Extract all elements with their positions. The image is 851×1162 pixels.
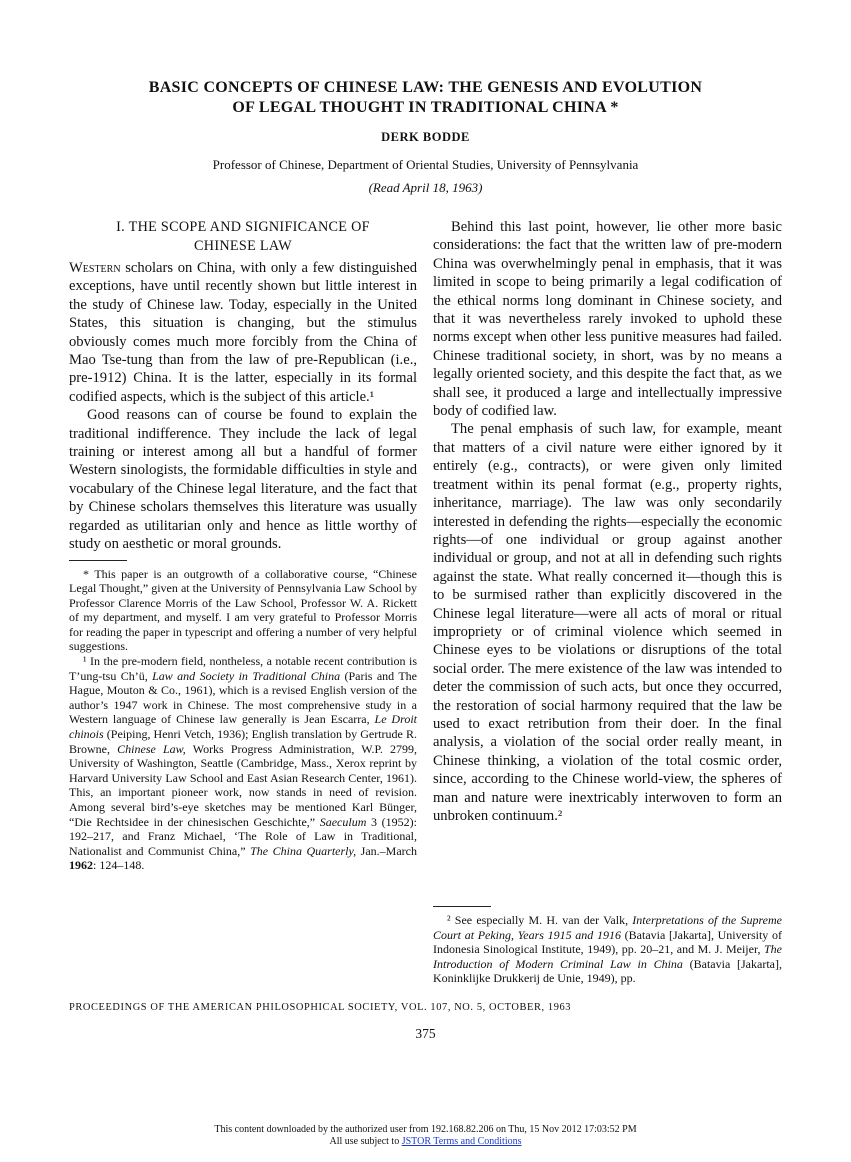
read-date: (Read April 18, 1963) <box>368 180 483 195</box>
right-paragraph-2: The penal emphasis of such law, for example, meant that matters of a civil nature were either ignored by it entirely (e.g., contracts), or were given only limited treatment within its penal format (e.g., property rights, inheritance, marriage). The law was only secondarily interested in defending the rights—especially the economic rights—of one individual or group against another individual or group, and not at all in defending such rights against the state. What really concerned it—though this is to be surmised rather than explicitly discovered in the Chinese legal literature—were all acts of moral or ritual impropriety or of criminal violence which seemed in Chinese eyes to be violations or disruptions of the total social order. The mere existence of the law was intended to deter the commission of such acts, but once they occurred, the restoration of social harmony required that the law be used to exact retribution from their doer. In the final analysis, a violation of the social order really meant, in Chinese thinking, a violation of the total cosmic order, since, according to the Chinese world-view, the spheres of man and nature were inextricably interwoven to form an unbroken continuum.² <box>433 421 782 824</box>
right-column <box>433 218 782 825</box>
left-paragraph-2: Good reasons can of course be found to explain the traditional indifference. They include the lack of legal training or interest among all but a handful of former Western sinologists, the formidable difficulties in style and vocabulary of the Chinese legal literature, and the fact that by Chinese scholars themselves this literature was usually regarded as utilitarian only and hence as little worthy of study on aesthetic or moral grounds. <box>69 407 417 553</box>
fn2-text-b: (Batavia [Jakarta], University of Indonesia Sinological Institute, 1949), pp. 20–21, and M. J. Meijer, <box>433 927 782 957</box>
title-line-2: OF LEGAL THOUGHT IN TRADITIONAL CHINA * <box>232 99 619 116</box>
right-footnotes <box>433 906 782 986</box>
fn1-text-g: : 124–148. <box>93 858 145 873</box>
fn1-text-c: (Peiping, Henri Vetch, 1936); English translation by Gertrude R. Browne, <box>69 727 417 756</box>
fn1-text-e: 3 (1952): 192–217, and Franz Michael, ‘The Role of Law in Traditional, Nationalist and Communist China,” <box>69 814 417 858</box>
left-paragraph-1 <box>69 259 417 406</box>
download-line-2 <box>0 1136 851 1148</box>
section-heading-line-1: I. THE SCOPE AND SIGNIFICANCE OF <box>116 219 370 235</box>
proceedings-line <box>69 1002 782 1013</box>
fn2-text-a: ² See especially M. H. van der Valk, <box>447 913 633 927</box>
proc-number: 5 <box>476 1002 483 1013</box>
fn2-title-1: Interpretations of the Supreme Court at Peking, Years 1915 and 1916 <box>433 913 782 942</box>
proc-year: 1963 <box>547 1002 572 1013</box>
left-paragraph-1-text: scholars on China, with only a few distinguished exceptions, have until recently shown but little interest in the study of Chinese law. Today, especially in the United States, this situation is changing, but the stimulus obviously comes much more forcibly from the China of Mao Tse-tung than from the law of pre-Republican (i.e., pre-1912) China. It is the latter, especially in its formal codified aspects, which is the subject of this article.¹ <box>69 260 417 405</box>
fn1-title-4: Saeculum <box>319 814 367 829</box>
proc-text-a: PROCEEDINGS OF THE AMERICAN PHILOSOPHICAL SOCIETY, VOL. <box>69 1002 431 1013</box>
footnote-2 <box>433 913 782 986</box>
fn1-text-b: (Paris and The Hague, Mouton & Co., 1961), which is a revised English version of the author’s 1947 work in Chinese. The most comprehensive study in a Western language of Chinese law generally is Jean Escarra, <box>69 668 418 727</box>
right-paragraph-1: Behind this last point, however, lie other more basic considerations: the fact that the written law of pre-modern China was overwhelmingly penal in emphasis, that it was limited in scope to being primarily a legal codification of the ethical norms long dominant in Chinese society, and that it was nevertheless rarely invoked to uphold these norms except when other less punitive measures had failed. Chinese traditional society, in short, was by no means a legally oriented society, and this despite the fact that, as we shall see, it produced a large and intellectually impressive body of codified law. <box>433 219 782 420</box>
fn2-text-c: (Batavia [Jakarta], Koninklijke Drukkerij de Unie, 1949), pp. <box>433 956 782 986</box>
jstor-terms-link[interactable]: JSTOR Terms and Conditions <box>401 1136 522 1147</box>
proc-text-c: , OCTOBER, <box>482 1002 548 1013</box>
left-column <box>69 218 417 873</box>
left-body <box>69 259 417 554</box>
section-heading-line-2: CHINESE LAW <box>194 238 292 254</box>
proc-volume: 107 <box>430 1002 448 1013</box>
download-line-2-prefix: All use subject to <box>329 1136 402 1147</box>
fn1-title-1: Law and Society in Traditional China <box>152 668 341 683</box>
lead-word: Western <box>69 260 121 276</box>
fn1-year: 1962 <box>69 858 93 873</box>
article-title <box>0 78 851 118</box>
page-number: 375 <box>415 1026 436 1041</box>
fn1-title-5: The China Quarterly, <box>250 843 357 858</box>
right-footnote-rule <box>433 906 491 907</box>
footnote-star: * This paper is an outgrowth of a collaborative course, “Chinese Legal Thought,” given at the University of Pennsylvania Law School by Professor Clarence Morris of the Law School, Professor W. A. Rickett of my department, and myself. I am very grateful to Professor Morris for reading the paper in typescript and offering a number of very helpful suggestions. <box>69 566 417 654</box>
author-affiliation: Professor of Chinese, Department of Oriental Studies, University of Pennsylvania <box>212 157 639 172</box>
download-line-1: This content downloaded by the authorized user from 192.168.82.206 on Thu, 15 Nov 2012 17:03:52 PM <box>214 1124 637 1135</box>
proc-text-b: , NO. <box>447 1002 477 1013</box>
fn1-text-d: Works Progress Administration, W.P. 2799, University of Washington, Seattle (Cambridge, Mass., Xerox reprint by Harvard University Law School and East Asian Research Center, 1961). This, an important pioneer work, now stands in need of revision. Among several bird’s-eye sketches may be mentioned Karl Bünger, “Die Rechtsidee in der chinesischen Geschichte,” <box>69 741 418 829</box>
section-heading <box>69 218 417 256</box>
fn1-title-3: Chinese Law, <box>117 741 186 756</box>
footnote-1 <box>69 654 417 873</box>
fn1-title-2: Le Droit chinois <box>69 712 417 742</box>
title-line-1: BASIC CONCEPTS OF CHINESE LAW: THE GENESIS AND EVOLUTION <box>148 79 703 96</box>
left-footnotes <box>69 567 417 873</box>
fn2-title-2: The Introduction of Modern Criminal Law in China <box>433 942 782 971</box>
fn1-text-f: Jan.–March <box>356 843 417 858</box>
footnote-rule <box>69 560 127 561</box>
fn1-text-a: ¹ In the pre-modern field, nontheless, a notable recent contribution is T’ung-tsu Ch’ü, <box>69 654 417 683</box>
download-notice <box>0 1124 851 1148</box>
author-name: DERK BODDE <box>381 130 470 144</box>
